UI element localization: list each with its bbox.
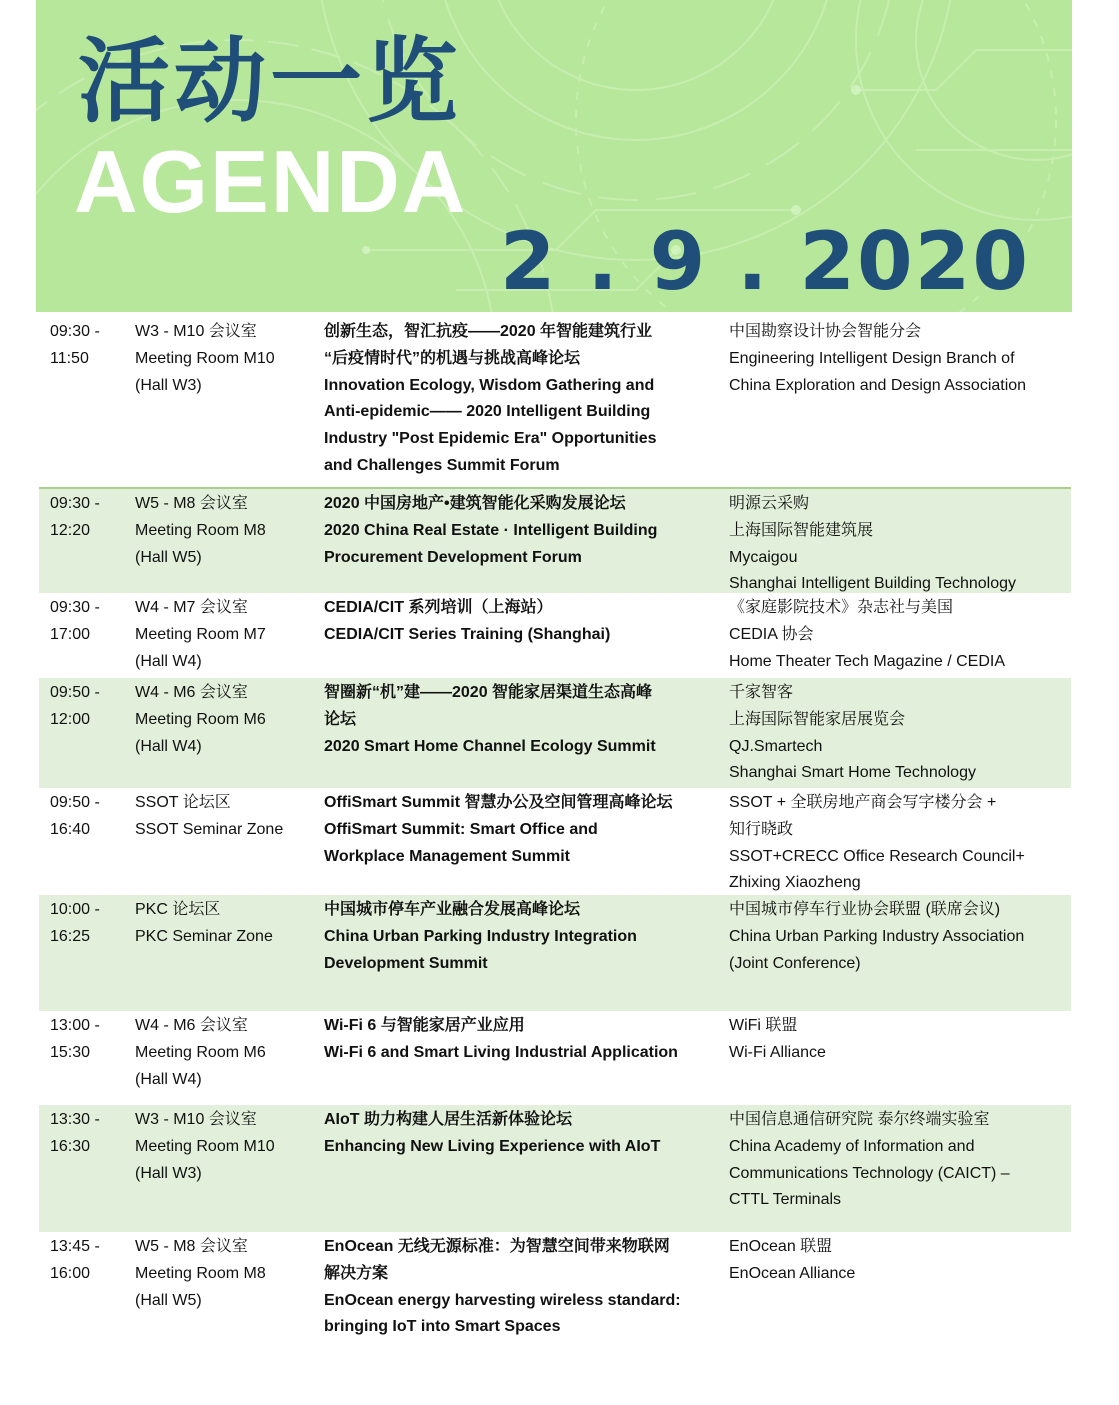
venue-line: Meeting Room M7 bbox=[135, 625, 266, 643]
time-cell bbox=[50, 491, 130, 545]
event-title-cell bbox=[324, 595, 724, 649]
venue-line: Meeting Room M8 bbox=[135, 1264, 266, 1282]
event-title-line: 中国城市停车产业融合发展高峰论坛 bbox=[324, 901, 581, 918]
time-cell bbox=[50, 897, 130, 951]
venue-line: (Hall W4) bbox=[135, 737, 202, 755]
venue-line: (Hall W5) bbox=[135, 548, 202, 566]
event-title-line: 智圈新“机”建——2020 智能家居渠道生态高峰 bbox=[324, 684, 653, 701]
agenda-row bbox=[39, 487, 1071, 593]
time-line: 13:45 - bbox=[50, 1238, 100, 1255]
time-line: 16:00 bbox=[50, 1264, 91, 1282]
organizer-line: China Exploration and Design Association bbox=[729, 376, 1027, 394]
event-title-line: Enhancing New Living Experience with AIoT bbox=[324, 1137, 661, 1155]
event-title-line: Industry "Post Epidemic Era" Opportunities bbox=[324, 430, 657, 448]
event-title-line: 2020 Smart Home Channel Ecology Summit bbox=[324, 737, 656, 755]
event-title-line: Wi-Fi 6 与智能家居产业应用 bbox=[324, 1017, 525, 1034]
venue-cell bbox=[135, 1013, 315, 1093]
time-cell bbox=[50, 1234, 130, 1288]
venue-cell bbox=[135, 1234, 315, 1314]
agenda-row bbox=[39, 593, 1071, 678]
organizer-line: QJ.Smartech bbox=[729, 737, 823, 755]
organizer-line: Home Theater Tech Magazine / CEDIA bbox=[729, 652, 1005, 670]
venue-line: SSOT 论坛区 bbox=[135, 794, 231, 811]
event-title-cell bbox=[324, 790, 724, 870]
event-title-line: bringing IoT into Smart Spaces bbox=[324, 1318, 561, 1336]
event-title-line: Procurement Development Forum bbox=[324, 548, 582, 566]
time-cell bbox=[50, 595, 130, 649]
agenda-row bbox=[39, 1105, 1071, 1232]
event-date: 2 . 9 . 2020 bbox=[499, 215, 1030, 308]
event-title-line: China Urban Parking Industry Integration bbox=[324, 927, 637, 945]
header-banner bbox=[36, 0, 1072, 312]
organizer-line: Engineering Intelligent Design Branch of bbox=[729, 349, 1015, 367]
venue-cell bbox=[135, 319, 315, 399]
time-cell bbox=[50, 1107, 130, 1161]
organizer-line: CTTL Terminals bbox=[729, 1191, 842, 1209]
organizer-line: 知行晓政 bbox=[729, 820, 794, 838]
event-title-line: EnOcean 无线无源标准：为智慧空间带来物联网 bbox=[324, 1238, 670, 1255]
organizer-line: 《家庭影院技术》杂志社与美国 bbox=[729, 599, 954, 616]
time-line: 13:30 - bbox=[50, 1111, 100, 1128]
venue-line: W5 - M8 会议室 bbox=[135, 495, 248, 512]
venue-line: PKC Seminar Zone bbox=[135, 927, 273, 945]
venue-line: (Hall W3) bbox=[135, 376, 202, 394]
page-title-chinese: 活动一览 bbox=[78, 28, 463, 135]
event-title-line: Innovation Ecology, Wisdom Gathering and bbox=[324, 376, 655, 394]
time-line: 12:00 bbox=[50, 710, 91, 728]
organizer-line: WiFi 联盟 bbox=[729, 1017, 798, 1034]
organizer-line: CEDIA 协会 bbox=[729, 625, 814, 643]
organizer-line: 明源云采购 bbox=[729, 495, 810, 512]
organizer-cell bbox=[729, 1013, 1074, 1067]
agenda-row bbox=[39, 1232, 1071, 1362]
event-title-line: and Challenges Summit Forum bbox=[324, 456, 560, 474]
event-title-line: AIoT 助力构建人居生活新体验论坛 bbox=[324, 1111, 572, 1128]
event-title-cell bbox=[324, 491, 724, 571]
event-title-line: Workplace Management Summit bbox=[324, 847, 570, 865]
venue-cell bbox=[135, 595, 315, 675]
event-title-cell bbox=[324, 319, 724, 480]
organizer-line: 中国信息通信研究院 泰尔终端实验室 bbox=[729, 1111, 990, 1128]
organizer-line: Shanghai Smart Home Technology bbox=[729, 764, 976, 782]
venue-line: Meeting Room M8 bbox=[135, 521, 266, 539]
event-title-line: 2020 China Real Estate · Intelligent Building bbox=[324, 521, 658, 539]
organizer-line: Mycaigou bbox=[729, 548, 798, 566]
organizer-cell bbox=[729, 1234, 1074, 1288]
time-cell bbox=[50, 680, 130, 734]
time-line: 09:30 - bbox=[50, 323, 100, 340]
event-title-line: CEDIA/CIT 系列培训（上海站） bbox=[324, 599, 553, 616]
event-title-line: OffiSmart Summit 智慧办公及空间管理高峰论坛 bbox=[324, 794, 673, 811]
venue-line: Meeting Room M6 bbox=[135, 710, 266, 728]
event-title-line: Development Summit bbox=[324, 954, 488, 972]
venue-cell bbox=[135, 897, 315, 951]
venue-cell bbox=[135, 790, 315, 844]
organizer-line: EnOcean 联盟 bbox=[729, 1238, 833, 1255]
organizer-line: Zhixing Xiaozheng bbox=[729, 874, 861, 892]
agenda-row bbox=[39, 1011, 1071, 1105]
organizer-cell bbox=[729, 319, 1074, 399]
time-line: 09:50 - bbox=[50, 794, 100, 811]
event-title-line: “后疫情时代”的机遇与挑战高峰论坛 bbox=[324, 349, 581, 367]
organizer-cell bbox=[729, 897, 1074, 977]
event-title-line: EnOcean energy harvesting wireless standard: bbox=[324, 1291, 681, 1309]
event-title-line: Wi-Fi 6 and Smart Living Industrial Application bbox=[324, 1043, 678, 1061]
event-title-cell bbox=[324, 1234, 724, 1341]
organizer-line: 中国城市停车行业协会联盟 (联席会议) bbox=[729, 901, 1001, 918]
agenda-table bbox=[39, 317, 1071, 1362]
agenda-row bbox=[39, 788, 1071, 895]
venue-line: W4 - M6 会议室 bbox=[135, 684, 248, 701]
venue-line: (Hall W4) bbox=[135, 1070, 202, 1088]
venue-cell bbox=[135, 491, 315, 571]
time-line: 15:30 bbox=[50, 1043, 91, 1061]
organizer-line: Communications Technology (CAICT) – bbox=[729, 1164, 1010, 1182]
time-line: 09:50 - bbox=[50, 684, 100, 701]
venue-line: W3 - M10 会议室 bbox=[135, 1111, 257, 1128]
organizer-line: 千家智客 bbox=[729, 684, 794, 701]
venue-line: Meeting Room M10 bbox=[135, 349, 275, 367]
organizer-line: EnOcean Alliance bbox=[729, 1264, 856, 1282]
venue-line: W4 - M7 会议室 bbox=[135, 599, 248, 616]
venue-cell bbox=[135, 1107, 315, 1187]
event-title-line: 创新生态，智汇抗疫——2020 年智能建筑行业 bbox=[324, 323, 653, 340]
venue-line: SSOT Seminar Zone bbox=[135, 820, 284, 838]
venue-line: (Hall W3) bbox=[135, 1164, 202, 1182]
event-title-cell bbox=[324, 1107, 724, 1161]
organizer-line: SSOT+CRECC Office Research Council+ bbox=[729, 847, 1025, 865]
organizer-cell bbox=[729, 491, 1074, 598]
organizer-cell bbox=[729, 1107, 1074, 1214]
time-line: 16:25 bbox=[50, 927, 91, 945]
event-title-line: CEDIA/CIT Series Training (Shanghai) bbox=[324, 625, 611, 643]
time-line: 09:30 - bbox=[50, 599, 100, 616]
time-line: 12:20 bbox=[50, 521, 91, 539]
organizer-cell bbox=[729, 595, 1074, 675]
page-title-english: AGENDA bbox=[74, 132, 468, 231]
time-cell bbox=[50, 319, 130, 373]
venue-line: W5 - M8 会议室 bbox=[135, 1238, 248, 1255]
time-line: 10:00 - bbox=[50, 901, 100, 918]
agenda-row bbox=[39, 895, 1071, 1011]
venue-line: Meeting Room M6 bbox=[135, 1043, 266, 1061]
venue-line: PKC 论坛区 bbox=[135, 901, 221, 918]
organizer-line: Wi-Fi Alliance bbox=[729, 1043, 826, 1061]
venue-cell bbox=[135, 680, 315, 760]
time-line: 11:50 bbox=[50, 349, 89, 367]
time-cell bbox=[50, 1013, 130, 1067]
organizer-line: (Joint Conference) bbox=[729, 954, 861, 972]
venue-line: (Hall W5) bbox=[135, 1291, 202, 1309]
time-line: 16:40 bbox=[50, 820, 91, 838]
agenda-row bbox=[39, 317, 1071, 487]
event-title-line: 解决方案 bbox=[324, 1264, 389, 1282]
event-title-cell bbox=[324, 897, 724, 977]
organizer-line: SSOT + 全联房地产商会写字楼分会 + bbox=[729, 794, 997, 811]
time-cell bbox=[50, 790, 130, 844]
organizer-line: China Urban Parking Industry Association bbox=[729, 927, 1025, 945]
event-title-cell bbox=[324, 1013, 724, 1067]
time-line: 16:30 bbox=[50, 1137, 91, 1155]
event-title-line: Anti-epidemic—— 2020 Intelligent Building bbox=[324, 403, 651, 421]
organizer-line: Shanghai Intelligent Building Technology bbox=[729, 575, 1017, 593]
time-line: 09:30 - bbox=[50, 495, 100, 512]
organizer-cell bbox=[729, 680, 1074, 787]
organizer-line: 上海国际智能家居展览会 bbox=[729, 710, 906, 728]
venue-line: W4 - M6 会议室 bbox=[135, 1017, 248, 1034]
venue-line: Meeting Room M10 bbox=[135, 1137, 275, 1155]
time-line: 17:00 bbox=[50, 625, 91, 643]
agenda-row bbox=[39, 678, 1071, 788]
event-title-line: 2020 中国房地产•建筑智能化采购发展论坛 bbox=[324, 495, 626, 512]
venue-line: (Hall W4) bbox=[135, 652, 202, 670]
event-title-cell bbox=[324, 680, 724, 760]
venue-line: W3 - M10 会议室 bbox=[135, 323, 257, 340]
organizer-line: 上海国际智能建筑展 bbox=[729, 521, 874, 539]
organizer-line: 中国勘察设计协会智能分会 bbox=[729, 323, 922, 340]
event-title-line: OffiSmart Summit: Smart Office and bbox=[324, 820, 598, 838]
time-line: 13:00 - bbox=[50, 1017, 100, 1034]
organizer-cell bbox=[729, 790, 1074, 897]
event-title-line: 论坛 bbox=[324, 710, 357, 728]
organizer-line: China Academy of Information and bbox=[729, 1137, 975, 1155]
